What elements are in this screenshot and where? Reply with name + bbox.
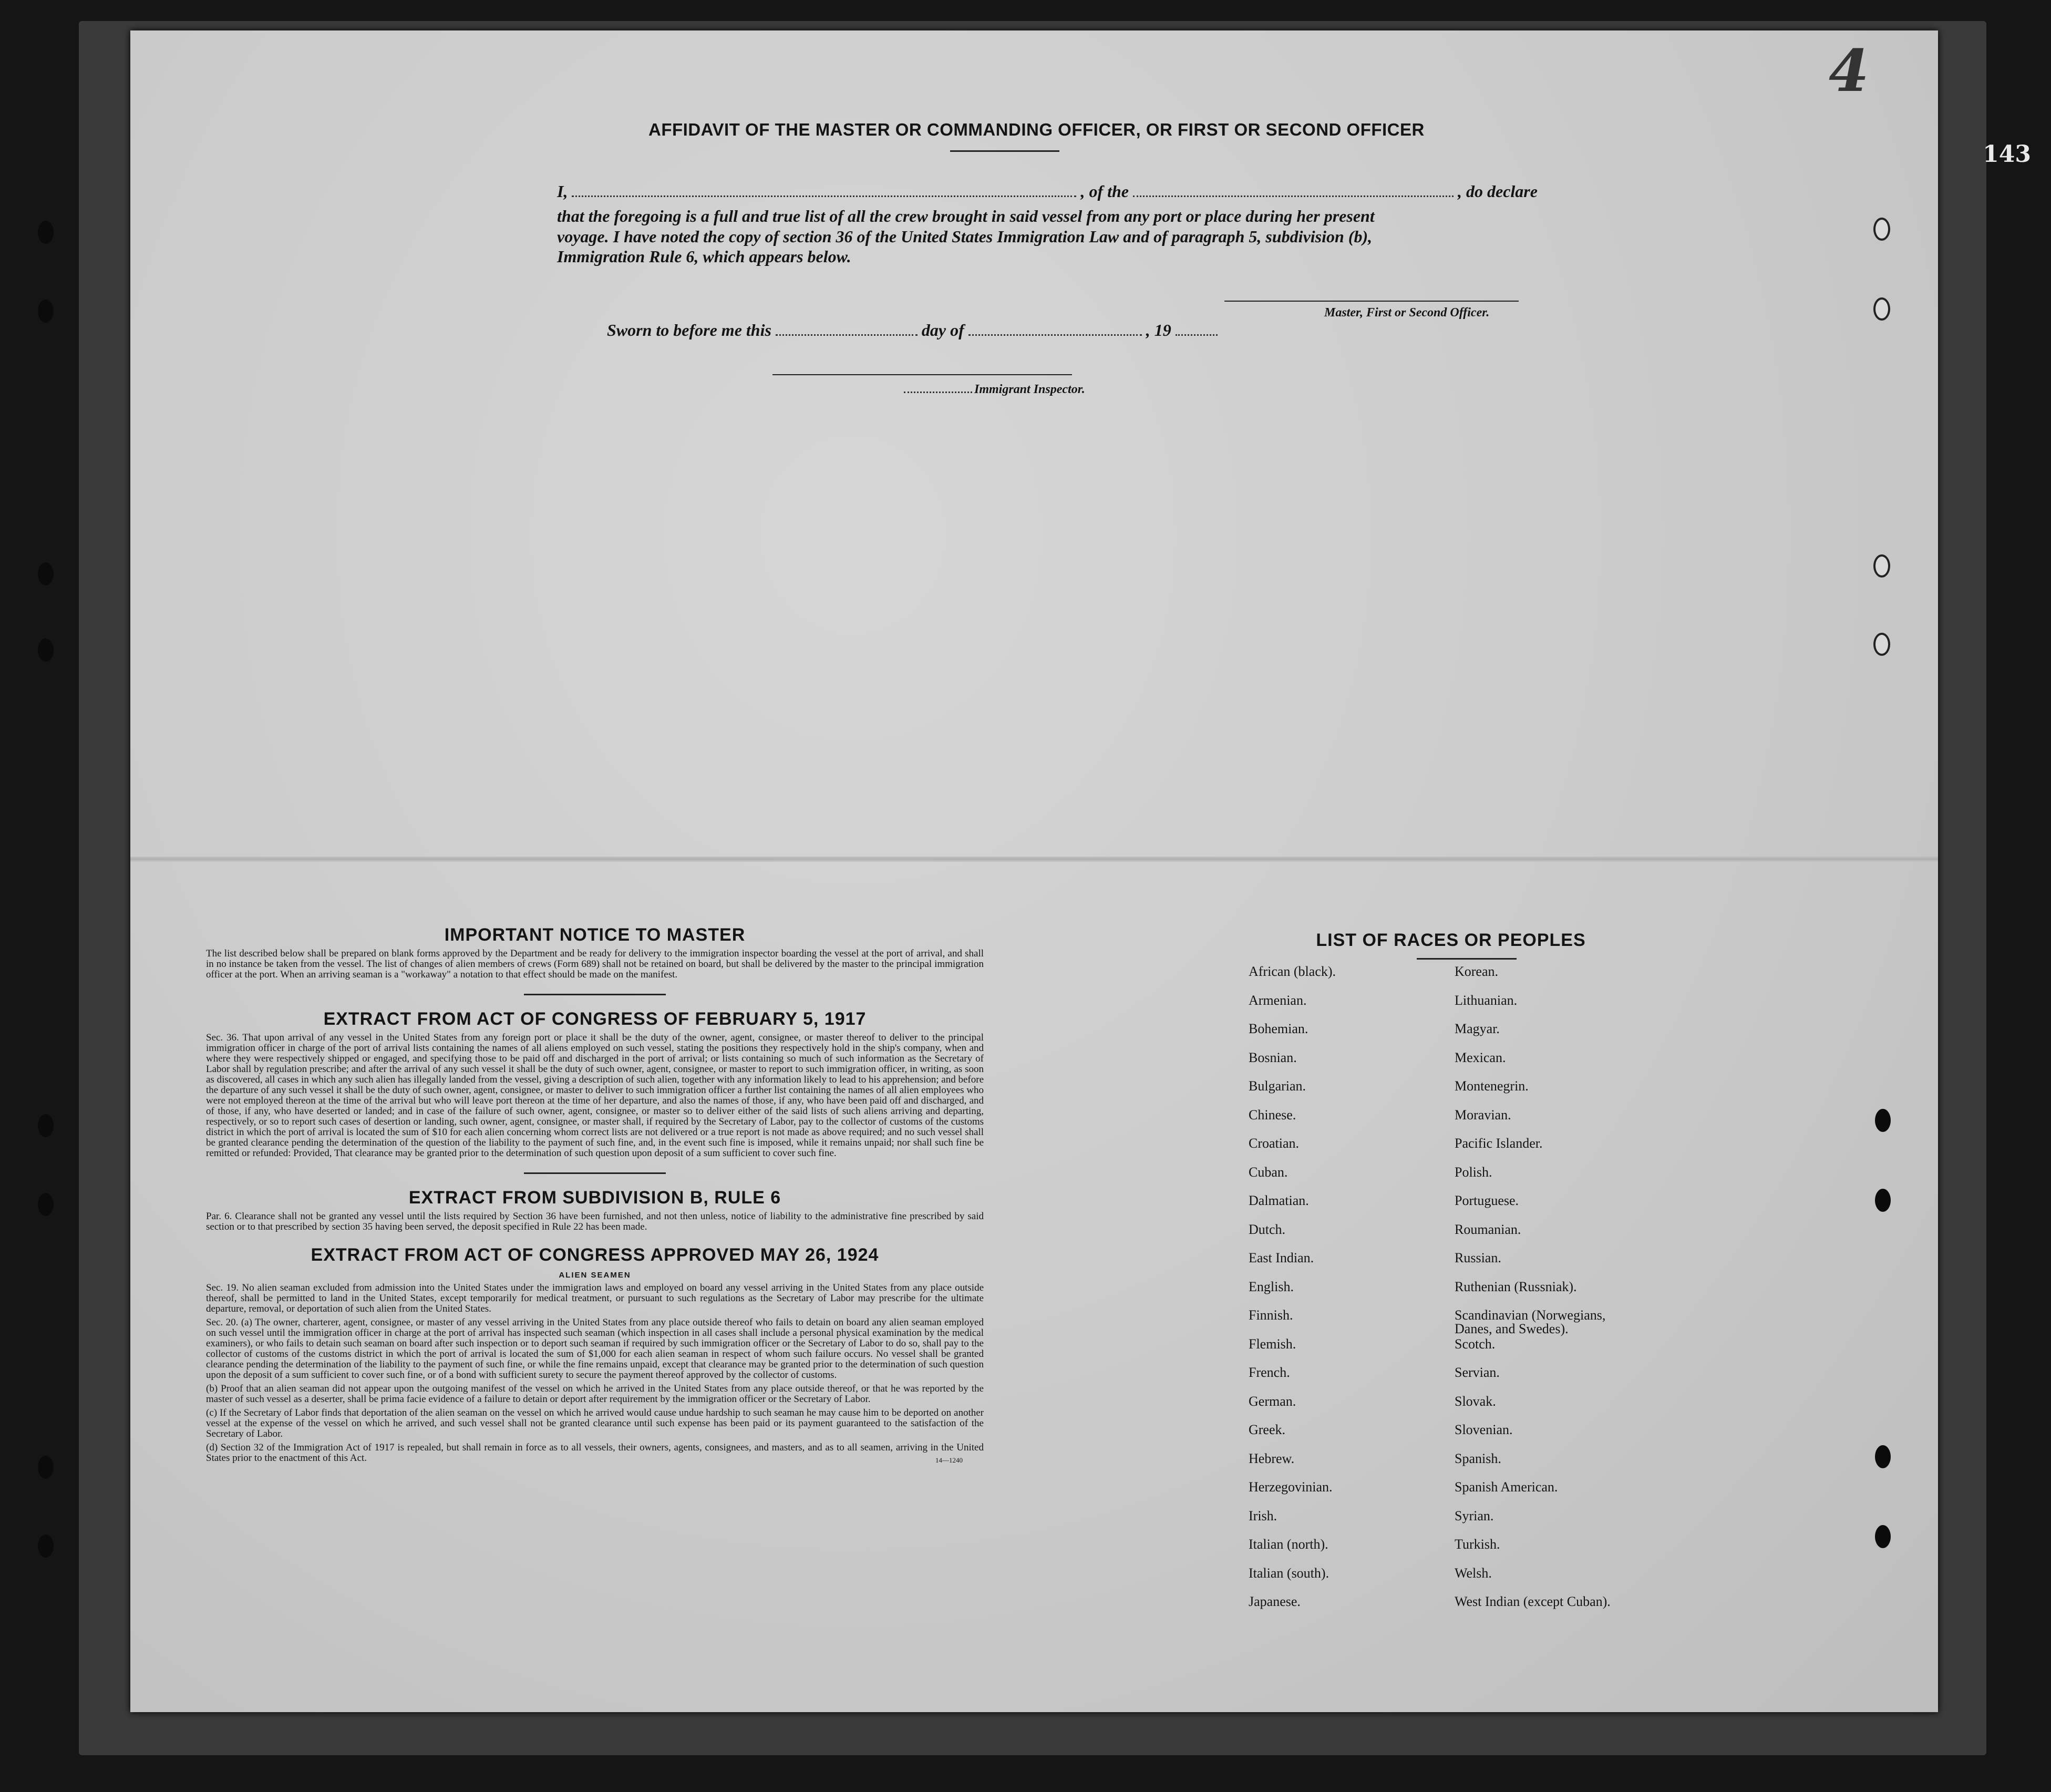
- month-blank: [968, 334, 1142, 336]
- race-item: Cuban.: [1249, 1164, 1288, 1180]
- race-item: Scandinavian (Norwegians, Danes, and Swedes).: [1455, 1307, 1606, 1336]
- handwritten-corner-mark: 4: [1829, 37, 1869, 105]
- affidavit-line-4: Immigration Rule 6, which appears below.: [557, 247, 851, 266]
- race-item: Polish.: [1455, 1164, 1492, 1180]
- affidavit-line-1: [557, 182, 1538, 201]
- binder-hole-icon: [1873, 633, 1890, 656]
- page-number: 143: [1983, 141, 2031, 168]
- race-item: Montenegrin.: [1455, 1078, 1529, 1094]
- sworn-label: Sworn to before me this: [607, 321, 771, 339]
- sec20c-text: (c) If the Secretary of Labor finds that deportation of the alien seaman on the vessel on which he arrived would cause undue hardship to such seaman he may cause him to be deported on another vessel at the expense of the vessel on which he arrived, and such vessel shall not be granted clearance until such expense has been paid or its payment guaranteed to the satisfaction of the Secretary of Labor.: [206, 1407, 984, 1439]
- binder-hole-icon: [38, 1534, 54, 1558]
- form-number: 14—1240: [935, 1456, 963, 1464]
- inspector-label: [904, 383, 1085, 397]
- races-title-underline: [1417, 958, 1517, 960]
- binder-hole-icon: [1875, 1525, 1891, 1548]
- year-label: , 19: [1146, 321, 1171, 339]
- race-item: German.: [1249, 1393, 1296, 1409]
- binder-hole-icon: [1873, 297, 1890, 321]
- declarant-label: I,: [557, 182, 568, 201]
- binder-hole-icon: [1875, 1189, 1891, 1212]
- race-item: Scotch.: [1455, 1336, 1496, 1352]
- binder-hole-icon: [1873, 218, 1890, 241]
- race-item: Ruthenian (Russniak).: [1455, 1279, 1577, 1294]
- race-item: French.: [1249, 1365, 1290, 1380]
- race-item: Flemish.: [1249, 1336, 1296, 1352]
- race-item: Japanese.: [1249, 1594, 1301, 1609]
- affidavit-title: AFFIDAVIT OF THE MASTER OR COMMANDING OFFICER, OR FIRST OR SECOND OFFICER: [648, 120, 1425, 139]
- alien-seamen-subtitle: ALIEN SEAMEN: [559, 1271, 631, 1280]
- binder-hole-icon: [1875, 1445, 1891, 1468]
- year-blank: [1176, 334, 1218, 336]
- section-divider: [524, 1172, 666, 1174]
- race-item: Portuguese.: [1455, 1193, 1519, 1208]
- race-item: African (black).: [1249, 964, 1336, 979]
- race-item: Slovenian.: [1455, 1422, 1513, 1437]
- race-item: Dutch.: [1249, 1221, 1286, 1237]
- sec19-text: Sec. 19. No alien seaman excluded from admission into the United States under the immigration laws and employed on board any vessel arriving in the United States from any place outside thereof, shall be permitted to land in the United States, except temporarily for medical treatment, or pursuant to such regulations as the Secretary of Labor may prescribe for the ultimate departure, removal, or deportation of such alien from the United States.: [206, 1282, 984, 1314]
- race-item: Croatian.: [1249, 1136, 1300, 1151]
- page-fold: [130, 857, 1938, 862]
- day-blank: [776, 334, 918, 336]
- day-of-label: day of: [921, 321, 964, 339]
- affidavit-line-2: that the foregoing is a full and true list of all the crew brought in said vessel from any port or place during her present: [557, 207, 1375, 225]
- sworn-line: [607, 321, 1222, 340]
- race-item: Greek.: [1249, 1422, 1286, 1437]
- race-item: Slovak.: [1455, 1393, 1496, 1409]
- race-item: Turkish.: [1455, 1537, 1500, 1552]
- race-item: Italian (south).: [1249, 1565, 1329, 1581]
- sec20b-text: (b) Proof that an alien seaman did not appear upon the outgoing manifest of the vessel on which he arrived in the United States from any place outside thereof, or that he was reported by the master of such vessel as a deserter, shall be prima facie evidence of a failure to detain or deport after requirement by the immigration officer or the Secretary of Labor.: [206, 1383, 984, 1405]
- binder-hole-icon: [1875, 1109, 1891, 1132]
- extract-rule6-text: Par. 6. Clearance shall not be granted any vessel until the lists required by Section 36 have been furnished, and not then unless, notice of liability to the administrative fine prescribed by said section or to that prescribed by section 35 having been served, the deposit specified in Rule 22 has been made.: [206, 1211, 984, 1232]
- race-item: Magyar.: [1455, 1021, 1500, 1036]
- race-item: Spanish American.: [1455, 1479, 1558, 1495]
- race-item: Dalmatian.: [1249, 1193, 1309, 1208]
- race-item: Bohemian.: [1249, 1021, 1308, 1036]
- race-item: Servian.: [1455, 1365, 1500, 1380]
- race-item: Roumanian.: [1455, 1221, 1521, 1237]
- declarant-name-blank: [572, 195, 1076, 197]
- section-divider: [524, 994, 666, 995]
- vessel-label: , of the: [1080, 182, 1129, 201]
- race-item: Chinese.: [1249, 1107, 1296, 1122]
- binder-hole-icon: [1873, 554, 1890, 578]
- race-item: Syrian.: [1455, 1508, 1494, 1523]
- extract-1924-title: EXTRACT FROM ACT OF CONGRESS APPROVED MAY 26, 1924: [311, 1245, 879, 1265]
- race-item: Irish.: [1249, 1508, 1277, 1523]
- race-item: Welsh.: [1455, 1565, 1492, 1581]
- race-item: East Indian.: [1249, 1250, 1314, 1265]
- inspector-blank: [904, 391, 972, 393]
- race-item: Korean.: [1455, 964, 1499, 979]
- binder-hole-icon: [38, 638, 54, 662]
- race-item: Hebrew.: [1249, 1450, 1295, 1466]
- race-item: Lithuanian.: [1455, 992, 1518, 1008]
- binder-hole-icon: [38, 1193, 54, 1216]
- race-item: Finnish.: [1249, 1307, 1293, 1323]
- inspector-signature-line: [772, 374, 1072, 375]
- races-list: [1249, 965, 1637, 1624]
- race-item: West Indian (except Cuban).: [1455, 1594, 1611, 1609]
- affidavit-line-3: voyage. I have noted the copy of section 36 of the United States Immigration Law and of paragraph 5, subdivision (b),: [557, 227, 1373, 246]
- race-item: Herzegovinian.: [1249, 1479, 1333, 1495]
- binder-hole-icon: [38, 1456, 54, 1479]
- inspector-label-text: Immigrant Inspector.: [974, 383, 1085, 396]
- binder-hole-icon: [38, 300, 54, 323]
- binder-hole-icon: [38, 221, 54, 244]
- race-item: English.: [1249, 1279, 1294, 1294]
- race-item: Armenian.: [1249, 992, 1307, 1008]
- race-item: Italian (north).: [1249, 1537, 1328, 1552]
- races-section: [1249, 930, 1637, 1624]
- race-item: Moravian.: [1455, 1107, 1511, 1122]
- race-item: Pacific Islander.: [1455, 1136, 1543, 1151]
- notice-text: The list described below shall be prepared on blank forms approved by the Department and be ready for delivery to the immigration inspector boarding the vessel at the port of arrival, and shall in no instance be taken from the vessel. The list of changes of alien members of crews (Form 689) shall not be retained on board, but shall be delivered by the master to the principal immigration officer at the port. When an arriving seaman is a "workaway" a notation to that effect should be made on the manifest.: [206, 948, 984, 980]
- important-notice-section: [206, 925, 984, 1465]
- race-item: Bosnian.: [1249, 1049, 1297, 1065]
- notice-title: IMPORTANT NOTICE TO MASTER: [444, 925, 746, 945]
- vessel-name-blank: [1133, 195, 1454, 197]
- signature-line: [1224, 301, 1519, 302]
- extract-1917-text: Sec. 36. That upon arrival of any vessel in the United States from any foreign port or place it shall be the duty of the owner, agent, consignee, or master thereof to deliver to the principal immigration officer in charge of the port of arrival lists containing the names of all aliens employed on such vessel, stating the positions they respectively hold in the ship's company, when and where they were respectively shipped or engaged, and specifying those to be paid off and discharged in the port of arrival; or lists containing so much of such information as the Secretary of Labor shall by regulation prescribe; and after the arrival of any such vessel it shall be the duty of such owner, agent, consignee, or master to report to such immigration officer, in writing, as soon as discovered, all cases in which any such alien has illegally landed from the vessel, giving a description of such alien, together with any information likely to lead to his apprehension; and before the departure of any such vessel it shall be the duty of such owner, agent, consignee, or master to deliver to such immigration officer a further list containing the names of all alien employees who were not employed thereon at the time of the arrival but who will leave port thereon at the time of her departure, and also the names of those, if any, who have been paid off and discharged, and of those, if any, who have deserted or landed; and in case of the failure of such owner, agent, consignee, or master so to deliver either of the said lists of such aliens arriving and departing, respectively, or so to report such cases of desertion or landing, such owner, agent, consignee, or master shall, if required by the Secretary of Labor, pay to the collector of customs of the customs district in which the port of arrival is located the sum of $10 for each alien concerning whom correct lists are not delivered or a true report is not made as above required; and no such vessel shall be granted clearance pending the determination of the question of the liability to the payment of such fine, and, in the event such fine is imposed, while it remains unpaid; nor shall such fine be remitted or refunded: Provided, That clearance may be granted prior to the determination of such question upon deposit of a sum sufficient to cover such fine.: [206, 1032, 984, 1159]
- race-item: Mexican.: [1455, 1049, 1506, 1065]
- races-title: LIST OF RACES OR PEOPLES: [1316, 930, 1586, 950]
- sec20d-text: (d) Section 32 of the Immigration Act of 1917 is repealed, but shall remain in force as to all vessels, their owners, agents, consignees, and masters, and as to all seamen, arriving in the United States prior to the enactment of this Act.: [206, 1442, 984, 1464]
- race-item: Bulgarian.: [1249, 1078, 1306, 1094]
- extract-rule6-title: EXTRACT FROM SUBDIVISION B, RULE 6: [408, 1188, 781, 1208]
- race-item: Russian.: [1455, 1250, 1501, 1265]
- sec20a-text: Sec. 20. (a) The owner, charterer, agent, consignee, or master of any vessel arriving in the United States from any place outside thereof who fails to detain on board any alien seaman employed on such vessel until the immigration officer in charge at the port of arrival has inspected such seaman (which inspection in all cases shall include a personal physical examination by the medical examiners), or who fails to detain such seaman on board after such inspection or to deport such seaman if required by such immigration officer or the Secretary of Labor to do so, shall pay to the collector of customs of the customs district in which the port of arrival is located the sum of $1,000 for each alien seaman in respect of whom such failure occurs. No vessel shall be granted clearance pending the determination of the liability to the payment of such fine, or while the fine remains unpaid, except that clearance may be granted prior to the determination of such question upon the deposit of a sum sufficient to cover such fine, or of a bond with sufficient surety to secure the payment thereof approved by the collector of customs.: [206, 1317, 984, 1381]
- binder-hole-icon: [38, 562, 54, 585]
- binder-hole-icon: [38, 1114, 54, 1137]
- declare-label: , do declare: [1458, 182, 1538, 201]
- extract-1917-title: EXTRACT FROM ACT OF CONGRESS OF FEBRUARY 5, 1917: [323, 1009, 867, 1029]
- race-item: Spanish.: [1455, 1450, 1501, 1466]
- signature-label: Master, First or Second Officer.: [1324, 306, 1490, 320]
- title-underline: [950, 150, 1059, 152]
